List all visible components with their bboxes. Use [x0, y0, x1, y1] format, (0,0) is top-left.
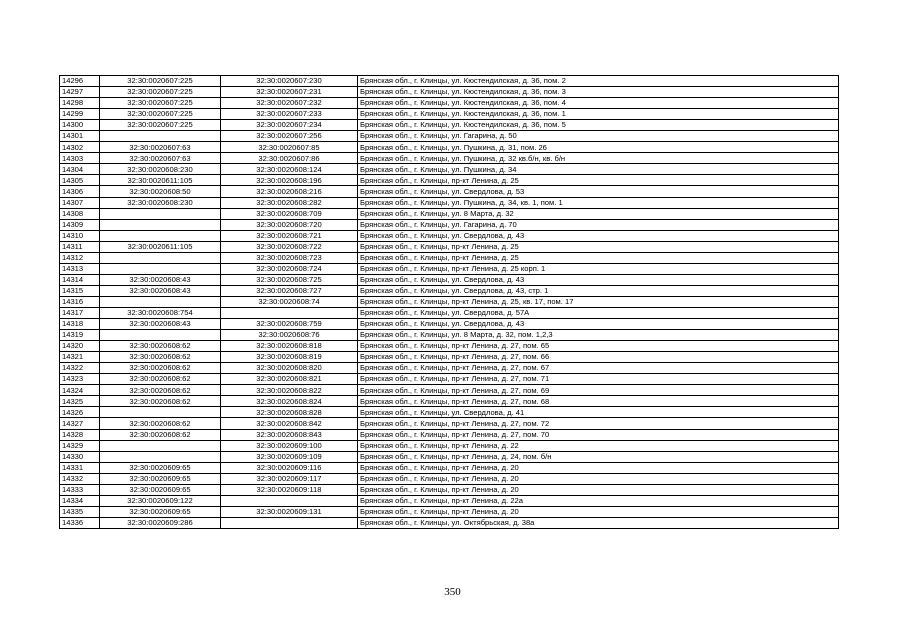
parent-cadastral-number-cell	[100, 131, 221, 142]
row-number-cell: 14308	[60, 208, 100, 219]
parent-cadastral-number-cell: 32:30:0020608:62	[100, 429, 221, 440]
table-row	[60, 109, 839, 120]
table-row	[60, 153, 839, 164]
address-cell: Брянская обл., г. Клинцы, ул. Свердлова, д. 43	[358, 230, 839, 241]
cadastral-number-cell	[221, 517, 358, 528]
parent-cadastral-number-cell: 32:30:0020608:62	[100, 385, 221, 396]
table-row	[60, 285, 839, 296]
row-number-cell: 14314	[60, 274, 100, 285]
address-cell: Брянская обл., г. Клинцы, пр-кт Ленина, д. 24, пом. б/н	[358, 451, 839, 462]
cadastral-number-cell: 32:30:0020608:828	[221, 407, 358, 418]
cadastral-number-cell: 32:30:0020608:709	[221, 208, 358, 219]
parent-cadastral-number-cell	[100, 219, 221, 230]
cadastral-number-cell: 32:30:0020608:725	[221, 274, 358, 285]
row-number-cell: 14312	[60, 252, 100, 263]
address-cell: Брянская обл., г. Клинцы, пр-кт Ленина, д. 25, кв. 17, пом. 17	[358, 296, 839, 307]
row-number-cell: 14315	[60, 285, 100, 296]
address-cell: Брянская обл., г. Клинцы, ул. Кюстендилская, д. 36, пом. 3	[358, 87, 839, 98]
parent-cadastral-number-cell: 32:30:0020608:754	[100, 307, 221, 318]
table-row	[60, 495, 839, 506]
table-row	[60, 407, 839, 418]
address-cell: Брянская обл., г. Клинцы, пр-кт Ленина, д. 27, пом. 71	[358, 374, 839, 385]
cadastral-number-cell: 32:30:0020607:233	[221, 109, 358, 120]
cadastral-table-body	[60, 76, 839, 529]
parent-cadastral-number-cell: 32:30:0020608:62	[100, 374, 221, 385]
table-row	[60, 451, 839, 462]
address-cell: Брянская обл., г. Клинцы, пр-кт Ленина, д. 27, пом. 69	[358, 385, 839, 396]
parent-cadastral-number-cell: 32:30:0020608:230	[100, 164, 221, 175]
table-row	[60, 175, 839, 186]
page-number: 350	[444, 586, 461, 598]
row-number-cell: 14305	[60, 175, 100, 186]
table-row	[60, 429, 839, 440]
address-cell: Брянская обл., г. Клинцы, пр-кт Ленина, д. 27, пом. 68	[358, 396, 839, 407]
cadastral-number-cell: 32:30:0020608:759	[221, 319, 358, 330]
parent-cadastral-number-cell	[100, 208, 221, 219]
row-number-cell: 14306	[60, 186, 100, 197]
table-row	[60, 230, 839, 241]
parent-cadastral-number-cell: 32:30:0020607:225	[100, 109, 221, 120]
cadastral-number-cell: 32:30:0020608:720	[221, 219, 358, 230]
address-cell: Брянская обл., г. Клинцы, пр-кт Ленина, д. 22а	[358, 495, 839, 506]
table-row	[60, 197, 839, 208]
parent-cadastral-number-cell: 32:30:0020608:62	[100, 341, 221, 352]
table-row	[60, 164, 839, 175]
cadastral-number-cell: 32:30:0020607:256	[221, 131, 358, 142]
cadastral-number-cell: 32:30:0020608:821	[221, 374, 358, 385]
cadastral-number-cell: 32:30:0020608:124	[221, 164, 358, 175]
cadastral-number-cell: 32:30:0020607:234	[221, 120, 358, 131]
row-number-cell: 14335	[60, 506, 100, 517]
row-number-cell: 14323	[60, 374, 100, 385]
address-cell: Брянская обл., г. Клинцы, пр-кт Ленина, д. 25	[358, 241, 839, 252]
address-cell: Брянская обл., г. Клинцы, ул. Октябрьская, д. 38а	[358, 517, 839, 528]
row-number-cell: 14332	[60, 473, 100, 484]
address-cell: Брянская обл., г. Клинцы, ул. Гагарина, д. 70	[358, 219, 839, 230]
address-cell: Брянская обл., г. Клинцы, ул. Пушкина, д. 34, кв. 1, пом. 1	[358, 197, 839, 208]
row-number-cell: 14317	[60, 307, 100, 318]
parent-cadastral-number-cell: 32:30:0020608:50	[100, 186, 221, 197]
cadastral-number-cell: 32:30:0020608:820	[221, 363, 358, 374]
address-cell: Брянская обл., г. Клинцы, ул. Пушкина, д. 32 кв.б/н, кв. б/н	[358, 153, 839, 164]
address-cell: Брянская обл., г. Клинцы, пр-кт Ленина, д. 27, пом. 66	[358, 352, 839, 363]
table-row	[60, 517, 839, 528]
table-row	[60, 440, 839, 451]
parent-cadastral-number-cell: 32:30:0020607:225	[100, 76, 221, 87]
table-row	[60, 87, 839, 98]
address-cell: Брянская обл., г. Клинцы, пр-кт Ленина, д. 20	[358, 484, 839, 495]
parent-cadastral-number-cell	[100, 296, 221, 307]
row-number-cell: 14307	[60, 197, 100, 208]
address-cell: Брянская обл., г. Клинцы, ул. Пушкина, д. 34	[358, 164, 839, 175]
row-number-cell: 14327	[60, 418, 100, 429]
cadastral-number-cell: 32:30:0020608:76	[221, 330, 358, 341]
table-row	[60, 131, 839, 142]
row-number-cell: 14326	[60, 407, 100, 418]
table-row	[60, 142, 839, 153]
parent-cadastral-number-cell: 32:30:0020609:65	[100, 484, 221, 495]
row-number-cell: 14298	[60, 98, 100, 109]
address-cell: Брянская обл., г. Клинцы, ул. Кюстендилская, д. 36, пом. 2	[358, 76, 839, 87]
row-number-cell: 14296	[60, 76, 100, 87]
row-number-cell: 14331	[60, 462, 100, 473]
cadastral-number-cell: 32:30:0020608:842	[221, 418, 358, 429]
address-cell: Брянская обл., г. Клинцы, ул. Пушкина, д. 31, пом. 26	[358, 142, 839, 153]
address-cell: Брянская обл., г. Клинцы, пр-кт Ленина, д. 20	[358, 473, 839, 484]
row-number-cell: 14302	[60, 142, 100, 153]
table-row	[60, 274, 839, 285]
table-row	[60, 263, 839, 274]
parent-cadastral-number-cell: 32:30:0020607:225	[100, 98, 221, 109]
row-number-cell: 14313	[60, 263, 100, 274]
row-number-cell: 14333	[60, 484, 100, 495]
parent-cadastral-number-cell: 32:30:0020609:286	[100, 517, 221, 528]
cadastral-number-cell: 32:30:0020608:216	[221, 186, 358, 197]
table-row	[60, 374, 839, 385]
table-row	[60, 307, 839, 318]
row-number-cell: 14316	[60, 296, 100, 307]
address-cell: Брянская обл., г. Клинцы, ул. 8 Марта, д. 32, пом. 1,2,3	[358, 330, 839, 341]
row-number-cell: 14309	[60, 219, 100, 230]
parent-cadastral-number-cell	[100, 451, 221, 462]
row-number-cell: 14325	[60, 396, 100, 407]
address-cell: Брянская обл., г. Клинцы, ул. Кюстендилская, д. 36, пом. 4	[358, 98, 839, 109]
cadastral-number-cell: 32:30:0020608:822	[221, 385, 358, 396]
cadastral-number-cell: 32:30:0020608:818	[221, 341, 358, 352]
row-number-cell: 14330	[60, 451, 100, 462]
address-cell: Брянская обл., г. Клинцы, пр-кт Ленина, д. 25 корп. 1	[358, 263, 839, 274]
row-number-cell: 14329	[60, 440, 100, 451]
cadastral-number-cell	[221, 495, 358, 506]
table-row	[60, 296, 839, 307]
table-row	[60, 484, 839, 495]
parent-cadastral-number-cell: 32:30:0020607:225	[100, 87, 221, 98]
row-number-cell: 14319	[60, 330, 100, 341]
parent-cadastral-number-cell: 32:30:0020607:63	[100, 153, 221, 164]
row-number-cell: 14303	[60, 153, 100, 164]
table-row	[60, 120, 839, 131]
cadastral-number-cell: 32:30:0020608:727	[221, 285, 358, 296]
table-row	[60, 186, 839, 197]
cadastral-number-cell: 32:30:0020608:721	[221, 230, 358, 241]
address-cell: Брянская обл., г. Клинцы, ул. Кюстендилская, д. 36, пом. 1	[358, 109, 839, 120]
table-row	[60, 462, 839, 473]
table-row	[60, 341, 839, 352]
address-cell: Брянская обл., г. Клинцы, пр-кт Ленина, д. 27, пом. 67	[358, 363, 839, 374]
address-cell: Брянская обл., г. Клинцы, ул. Свердлова, д. 43, стр. 1	[358, 285, 839, 296]
cadastral-number-cell: 32:30:0020607:86	[221, 153, 358, 164]
table-row	[60, 98, 839, 109]
address-cell: Брянская обл., г. Клинцы, пр-кт Ленина, д. 20	[358, 462, 839, 473]
cadastral-number-cell: 32:30:0020608:824	[221, 396, 358, 407]
row-number-cell: 14300	[60, 120, 100, 131]
table-row	[60, 252, 839, 263]
cadastral-number-cell: 32:30:0020607:85	[221, 142, 358, 153]
parent-cadastral-number-cell: 32:30:0020611:105	[100, 241, 221, 252]
parent-cadastral-number-cell	[100, 330, 221, 341]
cadastral-number-cell: 32:30:0020608:282	[221, 197, 358, 208]
cadastral-number-cell: 32:30:0020608:724	[221, 263, 358, 274]
address-cell: Брянская обл., г. Клинцы, ул. Свердлова, д. 53	[358, 186, 839, 197]
table-row	[60, 506, 839, 517]
parent-cadastral-number-cell: 32:30:0020608:62	[100, 363, 221, 374]
cadastral-number-cell: 32:30:0020608:722	[221, 241, 358, 252]
parent-cadastral-number-cell: 32:30:0020608:62	[100, 352, 221, 363]
address-cell: Брянская обл., г. Клинцы, ул. Гагарина, д. 50	[358, 131, 839, 142]
cadastral-number-cell	[221, 307, 358, 318]
table-row	[60, 208, 839, 219]
row-number-cell: 14322	[60, 363, 100, 374]
address-cell: Брянская обл., г. Клинцы, пр-кт Ленина, д. 20	[358, 506, 839, 517]
table-row	[60, 473, 839, 484]
cadastral-number-cell: 32:30:0020609:117	[221, 473, 358, 484]
address-cell: Брянская обл., г. Клинцы, пр-кт Ленина, д. 22	[358, 440, 839, 451]
parent-cadastral-number-cell: 32:30:0020608:230	[100, 197, 221, 208]
address-cell: Брянская обл., г. Клинцы, ул. 8 Марта, д. 32	[358, 208, 839, 219]
table-row	[60, 219, 839, 230]
cadastral-number-cell: 32:30:0020609:118	[221, 484, 358, 495]
cadastral-number-cell: 32:30:0020609:131	[221, 506, 358, 517]
row-number-cell: 14297	[60, 87, 100, 98]
parent-cadastral-number-cell: 32:30:0020608:43	[100, 285, 221, 296]
parent-cadastral-number-cell: 32:30:0020608:62	[100, 396, 221, 407]
parent-cadastral-number-cell: 32:30:0020607:63	[100, 142, 221, 153]
parent-cadastral-number-cell	[100, 230, 221, 241]
parent-cadastral-number-cell	[100, 407, 221, 418]
address-cell: Брянская обл., г. Клинцы, пр-кт Ленина, д. 25	[358, 252, 839, 263]
row-number-cell: 14336	[60, 517, 100, 528]
address-cell: Брянская обл., г. Клинцы, ул. Свердлова, д. 57А	[358, 307, 839, 318]
row-number-cell: 14301	[60, 131, 100, 142]
cadastral-number-cell: 32:30:0020608:843	[221, 429, 358, 440]
parent-cadastral-number-cell: 32:30:0020609:65	[100, 506, 221, 517]
row-number-cell: 14299	[60, 109, 100, 120]
parent-cadastral-number-cell: 32:30:0020608:62	[100, 418, 221, 429]
parent-cadastral-number-cell: 32:30:0020608:43	[100, 274, 221, 285]
cadastral-number-cell: 32:30:0020607:232	[221, 98, 358, 109]
cadastral-table	[59, 75, 839, 529]
parent-cadastral-number-cell: 32:30:0020611:105	[100, 175, 221, 186]
parent-cadastral-number-cell: 32:30:0020607:225	[100, 120, 221, 131]
cadastral-number-cell: 32:30:0020608:196	[221, 175, 358, 186]
parent-cadastral-number-cell: 32:30:0020608:43	[100, 319, 221, 330]
address-cell: Брянская обл., г. Клинцы, пр-кт Ленина, д. 27, пом. 72	[358, 418, 839, 429]
cadastral-number-cell: 32:30:0020609:109	[221, 451, 358, 462]
address-cell: Брянская обл., г. Клинцы, пр-кт Ленина, д. 27, пом. 70	[358, 429, 839, 440]
parent-cadastral-number-cell	[100, 263, 221, 274]
address-cell: Брянская обл., г. Клинцы, пр-кт Ленина, д. 27, пом. 65	[358, 341, 839, 352]
table-row	[60, 363, 839, 374]
address-cell: Брянская обл., г. Клинцы, пр-кт Ленина, д. 25	[358, 175, 839, 186]
row-number-cell: 14334	[60, 495, 100, 506]
address-cell: Брянская обл., г. Клинцы, ул. Свердлова, д. 41	[358, 407, 839, 418]
address-cell: Брянская обл., г. Клинцы, ул. Кюстендилская, д. 36, пом. 5	[358, 120, 839, 131]
cadastral-number-cell: 32:30:0020609:100	[221, 440, 358, 451]
parent-cadastral-number-cell: 32:30:0020609:122	[100, 495, 221, 506]
table-row	[60, 330, 839, 341]
row-number-cell: 14318	[60, 319, 100, 330]
cadastral-number-cell: 32:30:0020608:723	[221, 252, 358, 263]
cadastral-number-cell: 32:30:0020607:231	[221, 87, 358, 98]
table-row	[60, 319, 839, 330]
table-row	[60, 418, 839, 429]
row-number-cell: 14321	[60, 352, 100, 363]
parent-cadastral-number-cell	[100, 440, 221, 451]
table-row	[60, 76, 839, 87]
parent-cadastral-number-cell: 32:30:0020609:65	[100, 473, 221, 484]
table-row	[60, 385, 839, 396]
parent-cadastral-number-cell: 32:30:0020609:65	[100, 462, 221, 473]
row-number-cell: 14328	[60, 429, 100, 440]
cadastral-number-cell: 32:30:0020608:819	[221, 352, 358, 363]
parent-cadastral-number-cell	[100, 252, 221, 263]
address-cell: Брянская обл., г. Клинцы, ул. Свердлова, д. 43	[358, 274, 839, 285]
cadastral-number-cell: 32:30:0020607:230	[221, 76, 358, 87]
table-row	[60, 241, 839, 252]
row-number-cell: 14311	[60, 241, 100, 252]
cadastral-number-cell: 32:30:0020608:74	[221, 296, 358, 307]
cadastral-number-cell: 32:30:0020609:116	[221, 462, 358, 473]
table-row	[60, 352, 839, 363]
row-number-cell: 14320	[60, 341, 100, 352]
row-number-cell: 14310	[60, 230, 100, 241]
row-number-cell: 14324	[60, 385, 100, 396]
address-cell: Брянская обл., г. Клинцы, ул. Свердлова, д. 43	[358, 319, 839, 330]
row-number-cell: 14304	[60, 164, 100, 175]
table-row	[60, 396, 839, 407]
